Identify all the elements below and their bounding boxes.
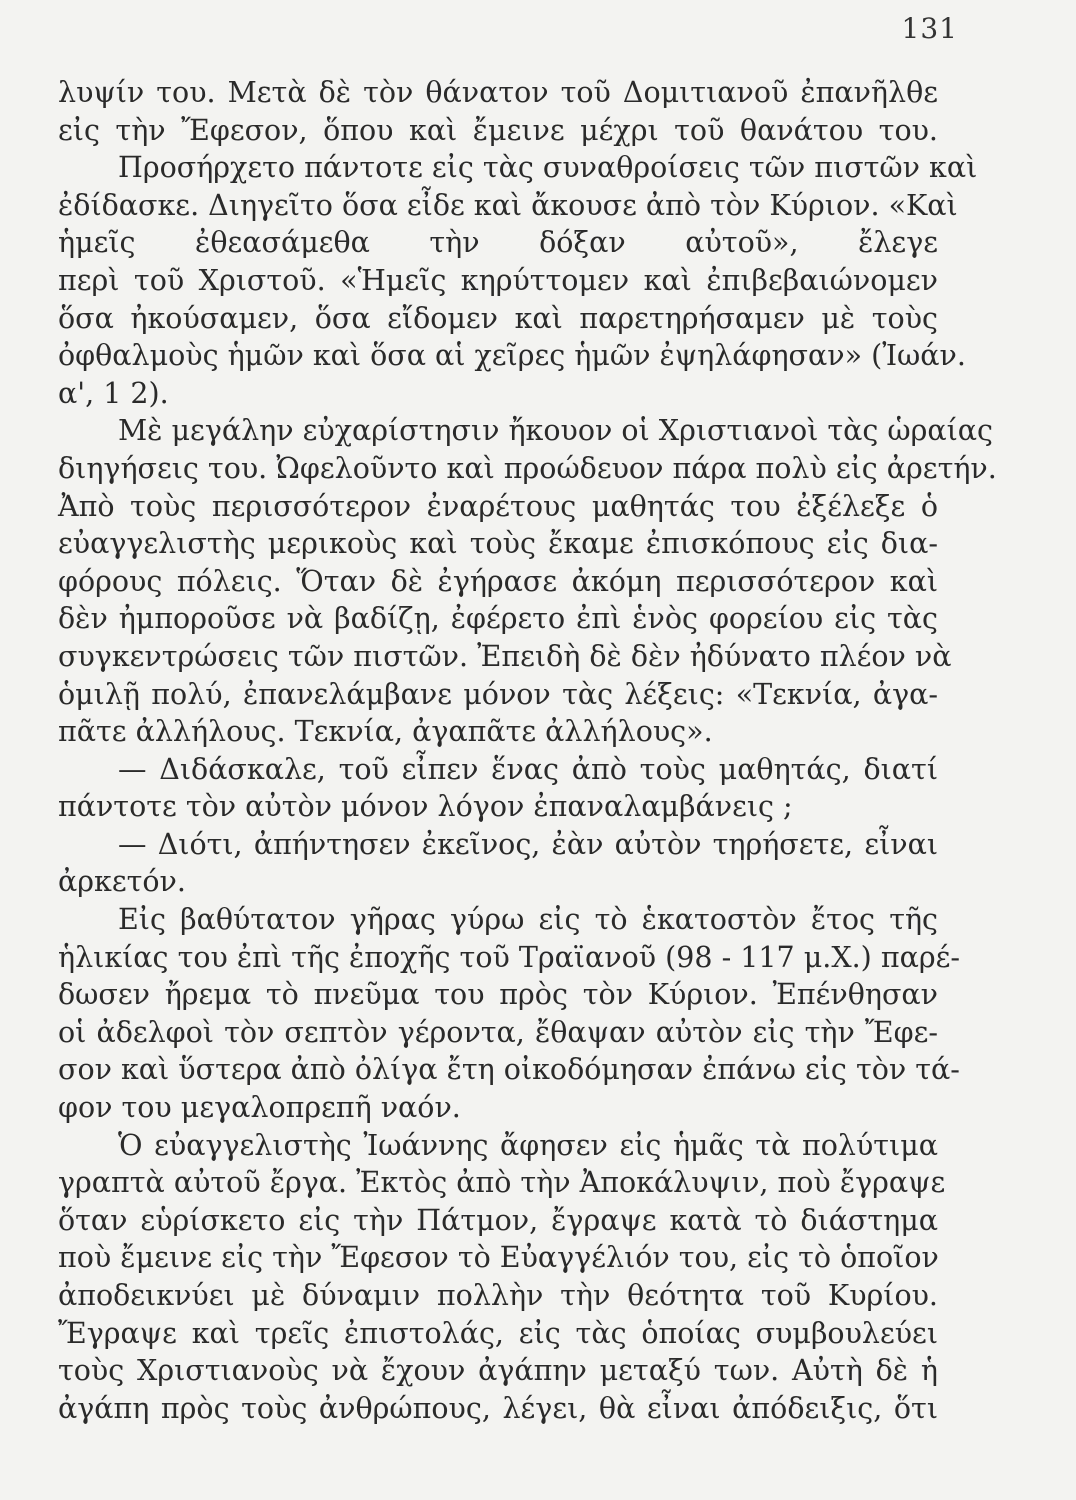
text-line: φόρους πόλεις. Ὅταν δὲ ἐγήρασε ἀκόμη περισσότερον καὶ xyxy=(58,564,938,598)
text-line: ἀγάπη πρὸς τοὺς ἀνθρώπους, λέγει, θὰ εἶναι ἀπόδειξις, ὅτι xyxy=(58,1391,938,1425)
text-line: περὶ τοῦ Χριστοῦ. «Ἡμεῖς κηρύττομεν καὶ ἐπιβεβαιώνομεν xyxy=(58,263,938,297)
text-line: πάντοτε τὸν αὐτὸν μόνον λόγον ἐπαναλαμβάνεις ; xyxy=(58,790,793,824)
text-line: ἡμεῖς ἐθεασάμεθα τὴν δόξαν αὐτοῦ», ἔλεγε xyxy=(58,226,938,260)
text-line: εὐαγγελιστὴς μερικοὺς καὶ τοὺς ἔκαμε ἐπισκόπους εἰς δια- xyxy=(58,527,938,561)
text-line: εἰς τὴν Ἔφεσον, ὅπου καὶ ἔμεινε μέχρι τοῦ θανάτου του. xyxy=(58,113,938,147)
body-text xyxy=(58,74,997,1427)
text-line: Μὲ μεγάλην εὐχαρίστησιν ἤκουον οἱ Χριστιανοὶ τὰς ὡραίας xyxy=(118,414,994,448)
text-line: Ὁ εὐαγγελιστὴς Ἰωάννης ἄφησεν εἰς ἡμᾶς τὰ πολύτιμα xyxy=(118,1128,938,1162)
text-line: — Διότι, ἀπήντησεν ἐκεῖνος, ἐὰν αὐτὸν τηρήσετε, εἶναι xyxy=(118,827,938,861)
text-line: δὲν ἠμποροῦσε νὰ βαδίζῃ, ἐφέρετο ἐπὶ ἑνὸς φορείου εἰς τὰς xyxy=(58,602,938,636)
text-line: πᾶτε ἀλλήλους. Τεκνία, ἀγαπᾶτε ἀλλήλους». xyxy=(58,715,713,749)
text-line: γραπτὰ αὐτοῦ ἔργα. Ἐκτὸς ἀπὸ τὴν Ἀποκάλυψιν, ποὺ ἔγραψε xyxy=(58,1166,946,1200)
text-line: τοὺς Χριστιανοὺς νὰ ἔχουν ἀγάπην μεταξύ των. Αὐτὴ δὲ ἡ xyxy=(58,1354,938,1388)
page-number: 131 xyxy=(901,12,958,45)
text-line: οἱ ἀδελφοὶ τὸν σεπτὸν γέροντα, ἔθαψαν αὐτὸν εἰς τὴν Ἔφε- xyxy=(58,1015,938,1049)
text-line: α', 1 2). xyxy=(58,376,169,410)
text-line: Εἰς βαθύτατον γῆρας γύρω εἰς τὸ ἑκατοστὸν ἔτος τῆς xyxy=(118,903,938,937)
text-line: φον του μεγαλοπρεπῆ ναόν. xyxy=(58,1091,461,1125)
text-line: ἀρκετόν. xyxy=(58,865,186,899)
text-line: ποὺ ἔμεινε εἰς τὴν Ἔφεσον τὸ Εὐαγγέλιόν του, εἰς τὸ ὁποῖον xyxy=(58,1241,939,1275)
text-line: λυψίν του. Μετὰ δὲ τὸν θάνατον τοῦ Δομιτιανοῦ ἐπανῆλθε xyxy=(58,76,938,109)
text-line: Ἔγραψε καὶ τρεῖς ἐπιστολάς, εἰς τὰς ὁποίας συμβουλεύει xyxy=(58,1316,938,1350)
text-line: ἀποδεικνύει μὲ δύναμιν πολλὴν τὴν θεότητα τοῦ Κυρίου. xyxy=(58,1279,938,1312)
text-line: — Διδάσκαλε, τοῦ εἶπεν ἕνας ἀπὸ τοὺς μαθητάς, διατί xyxy=(118,752,938,786)
text-line: ἡλικίας του ἐπὶ τῆς ἐποχῆς τοῦ Τραϊανοῦ (98 - 117 μ.Χ.) παρέ- xyxy=(58,940,960,974)
text-line: ὀφθαλμοὺς ἡμῶν καὶ ὅσα αἱ χεῖρες ἡμῶν ἐψηλάφησαν» (Ἰωάν. xyxy=(58,339,966,373)
text-line: ὅταν εὑρίσκετο εἰς τὴν Πάτμον, ἔγραψε κατὰ τὸ διάστημα xyxy=(58,1203,938,1237)
text-line: Ἀπὸ τοὺς περισσότερον ἐναρέτους μαθητάς του ἐξέλεξε ὁ xyxy=(58,489,938,523)
text-line: διηγήσεις του. Ὠφελοῦντο καὶ προώδευον πάρα πολὺ εἰς ἀρετήν. xyxy=(58,451,997,485)
text-line: ὅσα ἠκούσαμεν, ὅσα εἴδομεν καὶ παρετηρήσαμεν μὲ τοὺς xyxy=(58,301,938,335)
text-line: σον καὶ ὕστερα ἀπὸ ὀλίγα ἔτη οἰκοδόμησαν ἐπάνω εἰς τὸν τά- xyxy=(58,1053,960,1087)
text-line: Προσήρχετο πάντοτε εἰς τὰς συναθροίσεις τῶν πιστῶν καὶ xyxy=(118,151,978,185)
text-line: δωσεν ἤρεμα τὸ πνεῦμα του πρὸς τὸν Κύριον. Ἐπένθησαν xyxy=(58,978,938,1012)
text-line: ὁμιλῇ πολύ, ἐπανελάμβανε μόνον τὰς λέξεις: «Τεκνία, ἀγα- xyxy=(58,677,938,711)
text-line: συγκεντρώσεις τῶν πιστῶν. Ἐπειδὴ δὲ δὲν ἠδύνατο πλέον νὰ xyxy=(58,639,952,673)
text-line: ἐδίδασκε. Διηγεῖτο ὅσα εἶδε καὶ ἄκουσε ἀπὸ τὸν Κύριον. «Καὶ xyxy=(58,188,958,222)
